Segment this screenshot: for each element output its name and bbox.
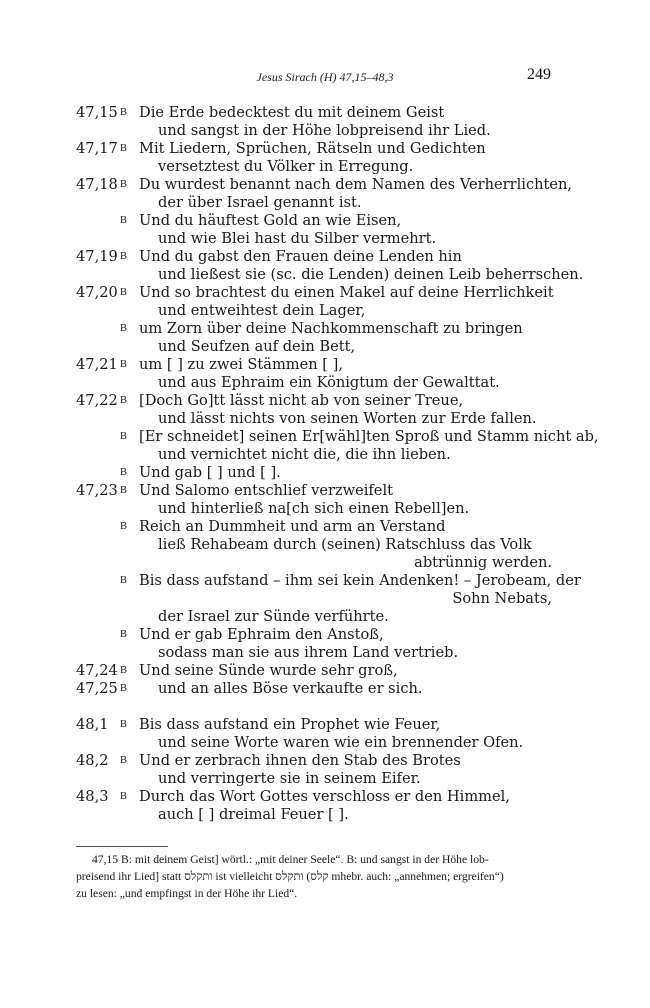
verse-reference: 48,3 bbox=[76, 788, 109, 805]
verse-text: Bis dass aufstand ein Prophet wie Feuer, bbox=[139, 716, 441, 733]
text-line bbox=[0, 374, 650, 392]
manuscript-siglum: B bbox=[120, 287, 128, 298]
text-line bbox=[0, 770, 650, 788]
footnote-line-1: 47,15 B: mit deinem Geist] wörtl.: „mit deiner Seele“. B: und sangst in der Höhe lob- bbox=[92, 853, 489, 866]
verse-text: und seine Worte waren wie ein brennender Ofen. bbox=[158, 734, 524, 751]
text-line bbox=[0, 302, 650, 320]
verse-text: um Zorn über deine Nachkommenschaft zu bringen bbox=[139, 320, 523, 337]
footnote-separator bbox=[76, 846, 168, 847]
verse-text: und hinterließ na[ch sich einen Rebell]en. bbox=[158, 500, 470, 517]
text-line bbox=[0, 716, 650, 734]
text-line bbox=[0, 446, 650, 464]
text-line bbox=[0, 608, 650, 626]
verse-reference: 47,17 bbox=[76, 140, 118, 157]
footnote-line-3: zu lesen: „und empfingst in der Höhe ihr Lied“. bbox=[76, 887, 298, 900]
text-line bbox=[0, 230, 650, 248]
main-text bbox=[0, 104, 650, 824]
verse-reference: 47,19 bbox=[76, 248, 118, 265]
verse-text: Und du häuftest Gold an wie Eisen, bbox=[139, 212, 402, 229]
verse-text: und lässt nichts von seinen Worten zur Erde fallen. bbox=[158, 410, 537, 427]
verse-text: Sohn Nebats, bbox=[452, 590, 552, 607]
verse-text: Mit Liedern, Sprüchen, Rätseln und Gedichten bbox=[139, 140, 486, 157]
text-line bbox=[0, 194, 650, 212]
verse-reference: 47,20 bbox=[76, 284, 118, 301]
verse-text: der Israel zur Sünde verführte. bbox=[158, 608, 389, 625]
text-line bbox=[0, 554, 650, 572]
verse-text: Reich an Dummheit und arm an Verstand bbox=[139, 518, 446, 535]
text-line bbox=[0, 428, 650, 446]
manuscript-siglum: B bbox=[120, 359, 128, 370]
verse-text: [Er schneidet] seinen Er[wähl]ten Sproß und Stamm nicht ab, bbox=[139, 428, 599, 445]
verse-text: der über Israel genannt ist. bbox=[158, 194, 362, 211]
verse-text: auch [ ] dreimal Feuer [ ]. bbox=[158, 806, 349, 823]
manuscript-siglum: B bbox=[120, 719, 128, 730]
verse-text: sodass man sie aus ihrem Land vertrieb. bbox=[158, 644, 459, 661]
verse-reference: 47,24 bbox=[76, 662, 118, 679]
manuscript-siglum: B bbox=[120, 179, 128, 190]
footnote bbox=[76, 851, 552, 902]
verse-text: versetztest du Völker in Erregung. bbox=[158, 158, 414, 175]
manuscript-siglum: B bbox=[120, 215, 128, 226]
text-line bbox=[0, 410, 650, 428]
verse-text: Und so brachtest du einen Makel auf deine Herrlichkeit bbox=[139, 284, 554, 301]
verse-text: Und er gab Ephraim den Anstoß, bbox=[139, 626, 384, 643]
verse-text: ließ Rehabeam durch (seinen) Ratschluss das Volk bbox=[158, 536, 532, 553]
text-line bbox=[0, 158, 650, 176]
text-line bbox=[0, 572, 650, 590]
page-number: 249 bbox=[527, 66, 551, 83]
text-line bbox=[0, 806, 650, 824]
manuscript-siglum: B bbox=[120, 107, 128, 118]
text-line bbox=[0, 104, 650, 122]
manuscript-siglum: B bbox=[120, 521, 128, 532]
text-line bbox=[0, 266, 650, 284]
verse-text: Die Erde bedecktest du mit deinem Geist bbox=[139, 104, 445, 121]
manuscript-siglum: B bbox=[120, 431, 128, 442]
verse-text: und verringerte sie in seinem Eifer. bbox=[158, 770, 421, 787]
verse-text: und wie Blei hast du Silber vermehrt. bbox=[158, 230, 437, 247]
manuscript-siglum: B bbox=[120, 251, 128, 262]
manuscript-siglum: B bbox=[120, 629, 128, 640]
text-line bbox=[0, 356, 650, 374]
verse-text: und ließest sie (sc. die Lenden) deinen Leib beherrschen. bbox=[158, 266, 584, 283]
text-line bbox=[0, 140, 650, 158]
verse-reference: 47,15 bbox=[76, 104, 118, 121]
text-line bbox=[0, 590, 650, 608]
verse-text: Und seine Sünde wurde sehr groß, bbox=[139, 662, 398, 679]
manuscript-siglum: B bbox=[120, 665, 128, 676]
verse-text: Und gab [ ] und [ ]. bbox=[139, 464, 281, 481]
verse-text: Und er zerbrach ihnen den Stab des Brotes bbox=[139, 752, 461, 769]
text-line bbox=[0, 212, 650, 230]
verse-text: Und du gabst den Frauen deine Lenden hin bbox=[139, 248, 462, 265]
manuscript-siglum: B bbox=[120, 575, 128, 586]
text-line bbox=[0, 626, 650, 644]
verse-text: und an alles Böse verkaufte er sich. bbox=[158, 680, 423, 697]
text-line bbox=[0, 662, 650, 680]
text-line bbox=[0, 392, 650, 410]
verse-text: und vernichtet nicht die, die ihn lieben. bbox=[158, 446, 451, 463]
text-line bbox=[0, 734, 650, 752]
text-line bbox=[0, 122, 650, 140]
verse-text: abtrünnig werden. bbox=[414, 554, 552, 571]
text-line bbox=[0, 680, 650, 698]
text-line bbox=[0, 320, 650, 338]
running-header-title: Jesus Sirach (H) 47,15–48,3 bbox=[256, 70, 394, 84]
verse-text: und aus Ephraim ein Königtum der Gewalttat. bbox=[158, 374, 500, 391]
verse-text: Und Salomo entschlief verzweifelt bbox=[139, 482, 393, 499]
text-line bbox=[0, 536, 650, 554]
footnote-line-2: preisend ihr Lied] statt ותקלס ist vielleicht ותקלס (קלס mhebr. auch: „annehmen; ergreifen“) bbox=[76, 870, 504, 883]
verse-reference: 47,18 bbox=[76, 176, 118, 193]
verse-text: Durch das Wort Gottes verschloss er den Himmel, bbox=[139, 788, 510, 805]
verse-reference: 48,2 bbox=[76, 752, 109, 769]
verse-text: um [ ] zu zwei Stämmen [ ], bbox=[139, 356, 343, 373]
manuscript-siglum: B bbox=[120, 143, 128, 154]
text-line bbox=[0, 284, 650, 302]
verse-reference: 47,23 bbox=[76, 482, 118, 499]
manuscript-siglum: B bbox=[120, 485, 128, 496]
text-line bbox=[0, 176, 650, 194]
verse-reference: 47,25 bbox=[76, 680, 118, 697]
text-line bbox=[0, 752, 650, 770]
verse-reference: 48,1 bbox=[76, 716, 109, 733]
verse-text: Bis dass aufstand – ihm sei kein Andenken! – Jerobeam, der bbox=[139, 572, 581, 589]
manuscript-siglum: B bbox=[120, 395, 128, 406]
manuscript-siglum: B bbox=[120, 323, 128, 334]
text-line bbox=[0, 464, 650, 482]
text-line bbox=[0, 644, 650, 662]
text-line bbox=[0, 248, 650, 266]
verse-reference: 47,21 bbox=[76, 356, 118, 373]
verse-text: Du wurdest benannt nach dem Namen des Verherrlichten, bbox=[139, 176, 573, 193]
text-line bbox=[0, 500, 650, 518]
manuscript-siglum: B bbox=[120, 467, 128, 478]
text-line bbox=[0, 518, 650, 536]
verse-text: und entweihtest dein Lager, bbox=[158, 302, 366, 319]
verse-text: und Seufzen auf dein Bett, bbox=[158, 338, 356, 355]
verse-text: [Doch Go]tt lässt nicht ab von seiner Treue, bbox=[139, 392, 464, 409]
manuscript-siglum: B bbox=[120, 791, 128, 802]
text-line bbox=[0, 788, 650, 806]
text-line bbox=[0, 338, 650, 356]
text-line bbox=[0, 482, 650, 500]
manuscript-siglum: B bbox=[120, 755, 128, 766]
verse-text: und sangst in der Höhe lobpreisend ihr Lied. bbox=[158, 122, 491, 139]
verse-reference: 47,22 bbox=[76, 392, 118, 409]
manuscript-siglum: B bbox=[120, 683, 128, 694]
